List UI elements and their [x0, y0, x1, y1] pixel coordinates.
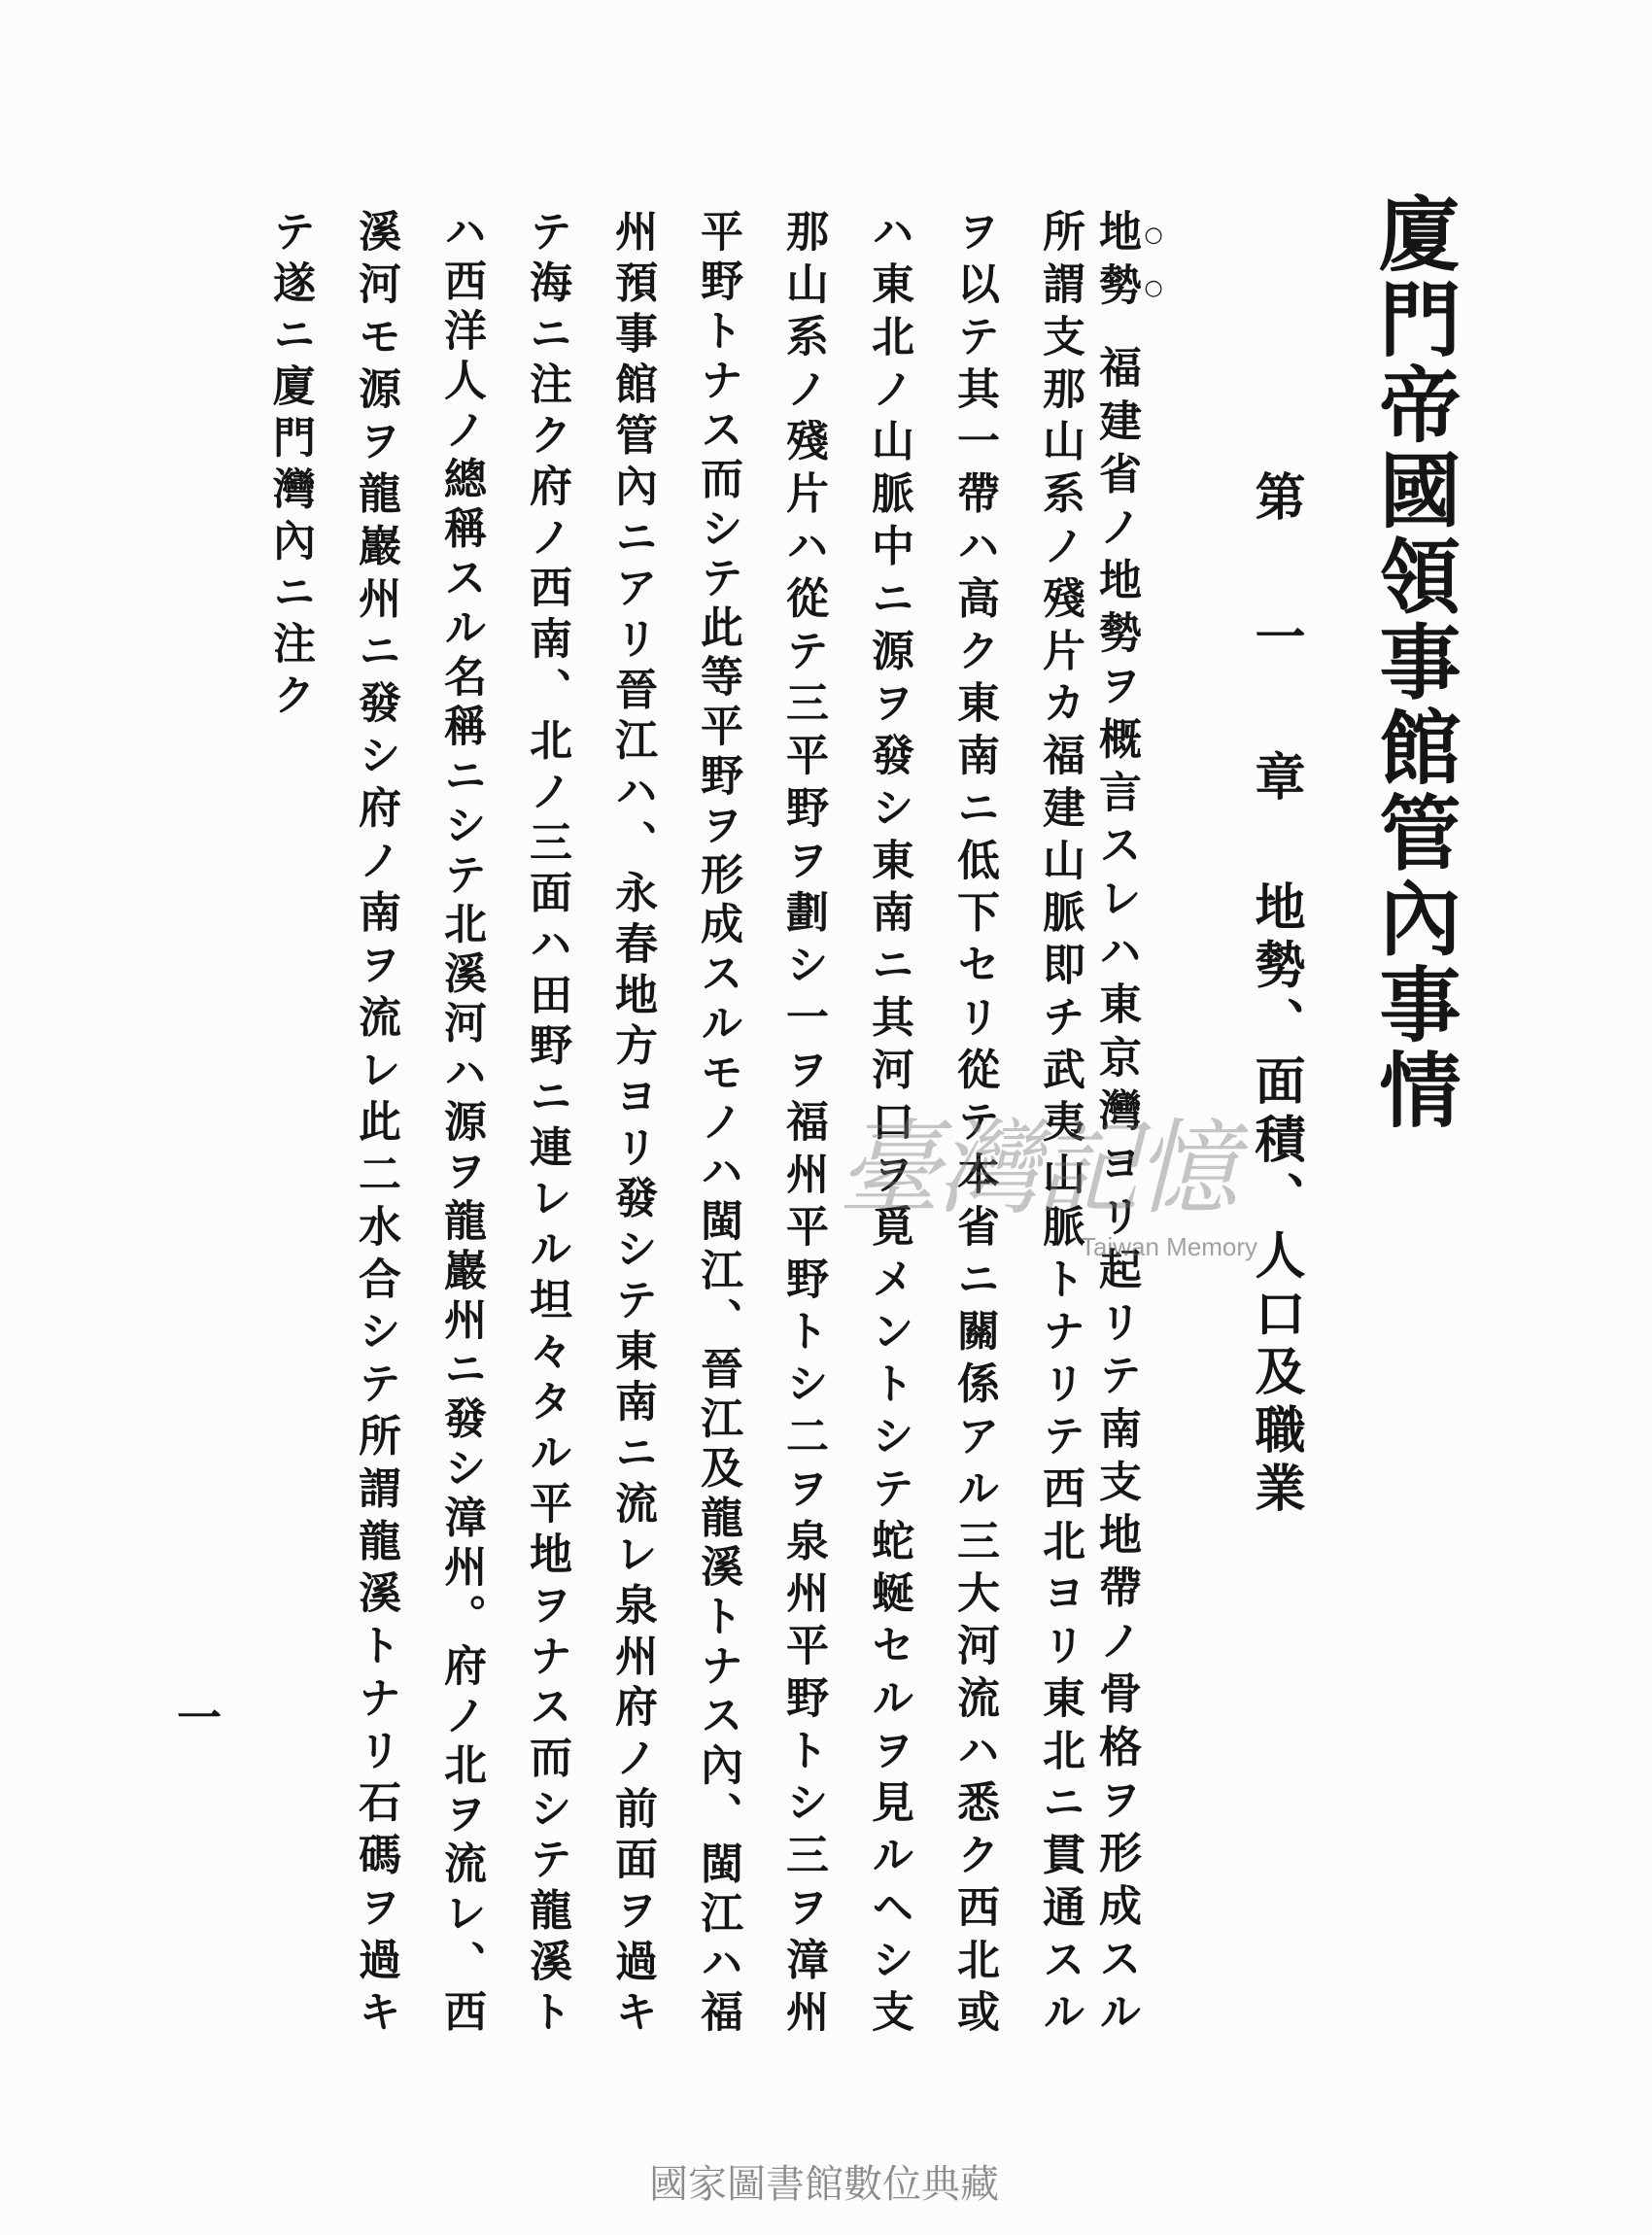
text-column-7: 州預事館管內ニアリ晉江ハ、永春地方ヨリ發シテ東南ニ流レ泉州府ノ前面ヲ過キ — [607, 209, 657, 2037]
page-number: 一 — [177, 1692, 222, 1744]
text-column-6: 平野トナス而シテ此等平野ヲ形成スルモノハ閩江、晉江及龍溪トナス內、閩江ハ福 — [693, 209, 742, 2036]
chapter-number: 第一章 — [1246, 470, 1305, 801]
text-column-2: 所謂支那山系ノ殘片カ福建山脈即チ武夷山脈トナリテ西北ヨリ東北ニ貫通スル — [1035, 209, 1084, 2036]
chapter-heading: 地勢、面積、人口及職業 — [1246, 880, 1305, 1512]
text-column-8: テ海ニ注ク府ノ西南、北ノ三面ハ田野ニ連レル坦々タル平地ヲナス而シテ龍溪ト — [522, 209, 571, 2036]
document-title: 廈門帝國領事館管內事情 — [1366, 191, 1463, 1129]
text-column-3: ヲ以テ其一帶ハ高ク東南ニ低下セリ從テ本省ニ關係アル三大河流ハ悉ク西北或 — [949, 209, 999, 2036]
text-column-11: テ遂ニ廈門灣內ニ注ク — [265, 209, 315, 724]
text-column-10: 溪河モ源ヲ龍巖州ニ發シ府ノ南ヲ流レ此二水合シテ所謂龍溪トナリ石碼ヲ過キ — [351, 209, 400, 2036]
watermark-text: 臺灣記憶 — [838, 1109, 1234, 1228]
column-text: 福建省ノ地勢ヲ概言スレハ東京灣ヨリ起リテ南支地帶ノ骨格ヲ形成スル — [1091, 344, 1141, 2037]
text-column-9: ハ西洋人ノ總稱スル名稱ニシテ北溪河ハ源ヲ龍巖州ニ發シ漳州。府ノ北ヲ流レ、西 — [436, 209, 486, 2037]
library-stamp: 國家圖書館數位典藏 — [649, 2162, 999, 2207]
text-column-1 — [1091, 209, 1166, 2037]
text-column-5: 那山系ノ殘片ハ從テ三平野ヲ劃シ一ヲ福州平野トシ二ヲ泉州平野トシ三ヲ漳州 — [778, 209, 828, 2036]
text-column-4: ハ東北ノ山脈中ニ源ヲ發シ東南ニ其河口ヲ覓メントシテ蛇蜒セルヲ見ルヘシ支 — [864, 209, 913, 2036]
section-lead: 地勢 — [1091, 209, 1141, 316]
watermark-caption: Taiwan Memory — [1081, 1232, 1258, 1261]
